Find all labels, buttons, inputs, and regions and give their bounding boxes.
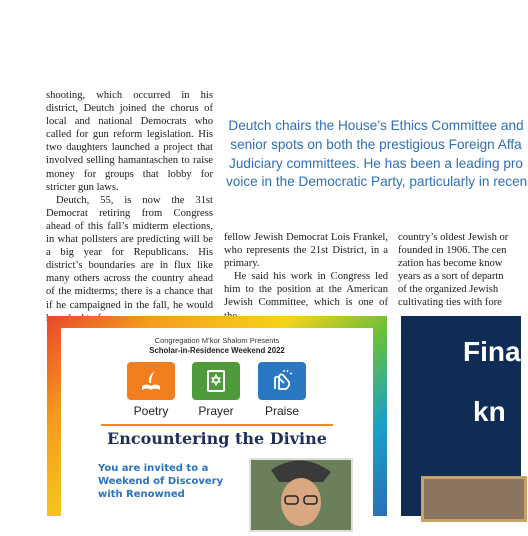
- article-column-2: [224, 231, 388, 323]
- pull-quote: [226, 117, 526, 192]
- article-line: founded in 1906. The cen: [398, 245, 507, 257]
- article-paragraph: fellow Jewish Democrat Lois Frankel, who represents the 21st District, in a primary.: [224, 232, 388, 270]
- prayer-label: Prayer: [198, 404, 234, 418]
- praise-label: Praise: [264, 404, 299, 418]
- pull-quote-line: Judiciary committees. He has been a leading pro: [229, 155, 523, 171]
- ad-invitation: [98, 462, 258, 501]
- clapping-hands-icon: [258, 362, 306, 400]
- ad-card: [61, 328, 373, 536]
- article-line: cultivating ties with fore: [398, 297, 502, 309]
- promo-panel[interactable]: [401, 316, 521, 516]
- ad-divider: [101, 424, 333, 426]
- pull-quote-line: voice in the Democratic Party, particularly in recen: [226, 174, 528, 190]
- pull-quote-line: Deutch chairs the House’s Ethics Committee and: [228, 118, 524, 133]
- star-of-david-book-icon: [192, 362, 240, 400]
- pull-quote-line: senior spots on both the prestigious Foreign Affa: [230, 136, 522, 152]
- panel-subheadline: kn: [473, 396, 506, 427]
- article-paragraph: shooting, which occurred in his district, Deutch joined the chorus of local and national Democrats who called for gun reform legislation. His two daughters launched a project that involved selling hamantaschen to raise money for groups that lobby for stricter gun laws.: [46, 90, 213, 193]
- article-column-1: [46, 89, 213, 325]
- ad-invitation-line: You are invited to a: [98, 463, 209, 474]
- ad-invitation-line: Weekend of Discovery: [98, 476, 224, 487]
- ad-invitation-line: with Renowned: [98, 489, 185, 500]
- article-line: of the organized Jewish: [398, 284, 499, 296]
- panel-headline: Fina: [463, 336, 521, 367]
- panel-photo: [421, 476, 527, 522]
- quill-book-icon: [127, 362, 175, 400]
- poetry-label: Poetry: [133, 404, 169, 418]
- ad-title: Encountering the Divine: [107, 429, 327, 448]
- article-line: country’s oldest Jewish or: [398, 232, 509, 243]
- ad-presenter: Congregation M’kor Shalom Presents: [154, 336, 280, 345]
- ad-event-name: Scholar-in-Residence Weekend 2022: [149, 346, 285, 355]
- scholar-weekend-ad[interactable]: [47, 316, 387, 516]
- article-column-3: [398, 231, 528, 310]
- scholar-photo: [249, 458, 353, 532]
- article-paragraph: He said his work in Congress led him to the position at the American Jewish Committee, which is one of: [224, 271, 388, 309]
- article-line: years as a sort of departn: [398, 271, 504, 283]
- article-line: zation has become know: [398, 258, 503, 270]
- article-paragraph: Deutch, 55, is now the 31st Democrat retiring from Congress ahead of this fall’s midterm elections, in what pollsters are predicting will be a big year for Republicans. His district’s boundaries are in flux like many others across the country ahead of the midterms; there is a chance that if he campaigned in the fall, he would: [46, 194, 213, 311]
